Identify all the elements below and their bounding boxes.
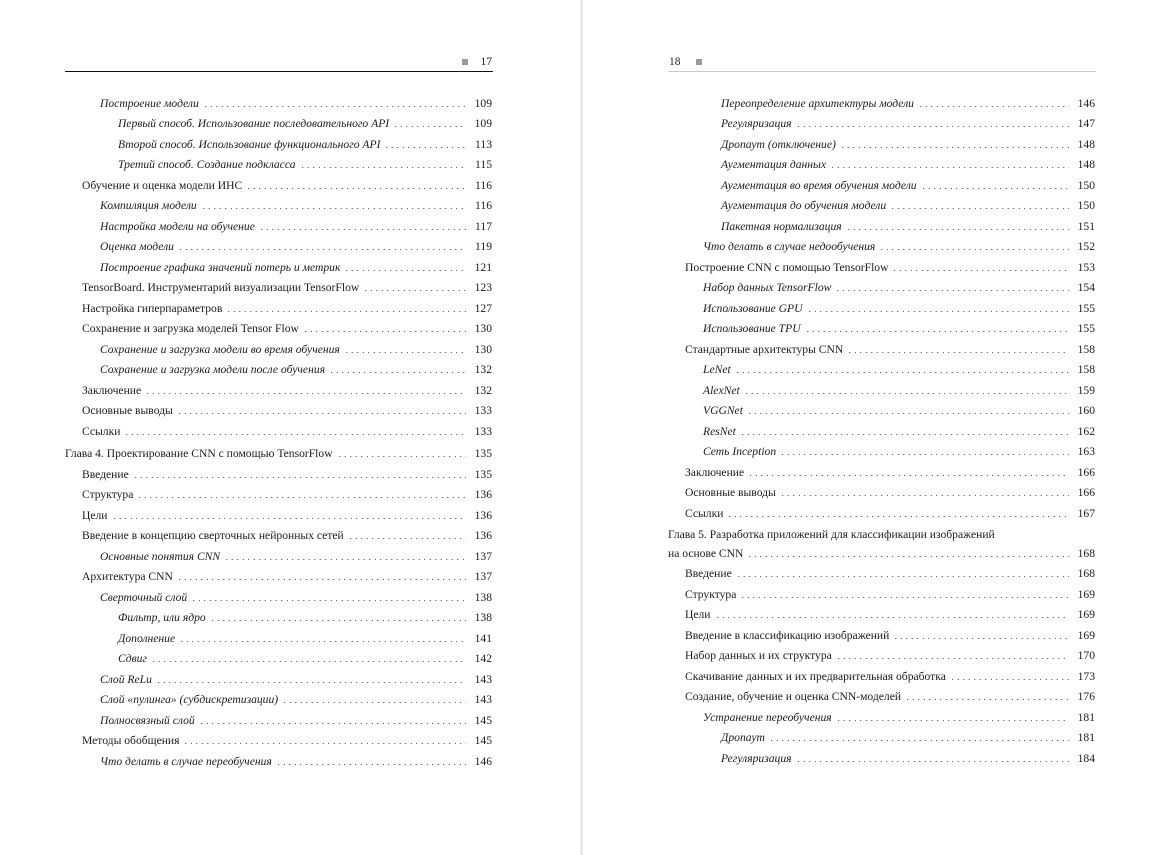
dot-leader [177, 413, 466, 414]
entry-title: Заключение [82, 383, 142, 397]
entry-title: Регуляризация [721, 751, 792, 765]
toc-entry [668, 275, 1095, 296]
entry-title: Построение модели [100, 96, 199, 110]
dot-leader [796, 761, 1069, 762]
dot-leader [950, 679, 1069, 680]
entry-page-number: 158 [1077, 342, 1095, 356]
dot-leader [183, 743, 466, 744]
entry-page-number: 145 [474, 734, 492, 748]
toc-entry [668, 172, 1095, 193]
dot-leader [744, 393, 1069, 394]
entry-title: Сдвиг [118, 652, 147, 666]
dot-leader [226, 311, 466, 312]
entry-page-number: 135 [474, 467, 492, 481]
entry-page-number: 136 [474, 488, 492, 502]
entry-page-number: 127 [474, 301, 492, 315]
toc-entry [65, 418, 492, 439]
toc-entry [668, 398, 1095, 419]
toc-entry [65, 398, 492, 419]
entry-title: Использование GPU [703, 301, 803, 315]
entry-title: Настройка гиперпараметров [82, 301, 223, 315]
entry-title: Введение в классификацию изображений [685, 628, 890, 642]
toc-entry [65, 482, 492, 503]
toc-entry [668, 745, 1095, 766]
dot-leader [747, 556, 1069, 557]
entry-title: Ссылки [685, 506, 724, 520]
chapter-entry [65, 441, 492, 462]
dot-leader [210, 620, 466, 621]
entry-page-number: 150 [1077, 199, 1095, 212]
dot-leader [276, 764, 466, 765]
dot-leader [879, 249, 1069, 250]
entry-title: Полносвязный слой [100, 713, 195, 727]
toc-entry [668, 581, 1095, 602]
dot-leader [835, 290, 1069, 291]
toc-entry [668, 152, 1095, 173]
entry-title: Цели [685, 608, 711, 622]
dot-leader [807, 311, 1070, 312]
entry-title: Скачивание данных и их предварительная обработка [685, 669, 946, 683]
dot-leader [740, 597, 1069, 598]
entry-page-number: 132 [474, 383, 492, 397]
entry-page-number: 151 [1077, 219, 1095, 233]
dot-leader [769, 740, 1069, 741]
toc-entry [668, 602, 1095, 623]
toc-entry [65, 748, 492, 769]
square-marker-icon [696, 59, 702, 65]
toc-entry [65, 336, 492, 357]
dot-leader [796, 126, 1069, 127]
toc-entry [668, 295, 1095, 316]
toc-entry [65, 523, 492, 544]
entry-title: Методы обобщения [82, 734, 180, 748]
entry-page-number: 154 [1077, 281, 1095, 294]
entry-title: Основные понятия CNN [100, 549, 221, 563]
toc-entry [668, 663, 1095, 684]
entry-page-number: 109 [474, 96, 492, 110]
dot-leader [303, 331, 466, 332]
toc-entry [65, 234, 492, 255]
entry-title: Заключение [685, 465, 745, 479]
entry-title: Дополнение [118, 631, 176, 645]
toc-entry [668, 234, 1095, 255]
entry-title: Компиляция модели [100, 199, 197, 212]
entry-page-number: 167 [1077, 506, 1095, 520]
entry-title: Пакетная нормализация [721, 219, 842, 233]
entry-page-number: 121 [474, 260, 492, 274]
entry-title: Создание, обучение и оценка CNN-моделей [685, 690, 902, 704]
dot-leader [836, 720, 1069, 721]
entry-page-number: 133 [474, 424, 492, 438]
toc-entry [65, 564, 492, 585]
entry-page-number: 135 [474, 447, 492, 461]
entry-page-number: 163 [1077, 445, 1095, 458]
entry-title: Аугментация данных [721, 158, 827, 171]
dot-leader [905, 699, 1069, 700]
entry-page-number: 166 [1077, 486, 1095, 499]
entry-page-number: 136 [474, 508, 492, 522]
dot-leader [780, 495, 1069, 496]
dot-leader [282, 702, 466, 703]
dot-leader [921, 188, 1069, 189]
entry-title: Структура [685, 587, 737, 601]
entry-page-number: 169 [1077, 587, 1095, 601]
toc-entry [65, 90, 492, 111]
toc-list [65, 90, 492, 769]
entry-page-number: 116 [475, 199, 492, 212]
toc-entry [65, 111, 492, 132]
dot-leader [830, 167, 1069, 168]
left-page [0, 0, 580, 855]
entry-page-number: 181 [1077, 731, 1095, 745]
entry-title: Аугментация во время обучения модели [721, 178, 917, 192]
dot-leader [246, 188, 466, 189]
entry-title: Слой ReLu [100, 672, 152, 686]
entry-title: Стандартные архитектуры CNN [685, 342, 844, 356]
entry-page-number: 173 [1077, 669, 1095, 683]
toc-entry [668, 500, 1095, 521]
entry-title: VGGNet [703, 404, 743, 417]
entry-title: Структура [82, 488, 134, 502]
dot-leader [112, 518, 466, 519]
header-rule [668, 71, 1096, 72]
entry-page-number: 168 [1077, 567, 1095, 581]
entry-title: Сохранение и загрузка моделей Tensor Flow [82, 322, 299, 335]
dot-leader [137, 497, 466, 498]
page-header [669, 56, 702, 68]
entry-title: Первый способ. Использование последовательного API [118, 117, 390, 130]
toc-entry [65, 543, 492, 564]
entry-title: Слой «пулинга» (субдискретизации) [100, 693, 279, 707]
entry-page-number: 141 [474, 631, 492, 645]
entry-title: Сеть Inception [703, 445, 777, 458]
toc-entry [65, 316, 492, 337]
dot-leader [199, 723, 466, 724]
entry-title: Фильтр, или ядро [118, 611, 206, 625]
dot-leader [384, 147, 466, 148]
page-number: 18 [669, 56, 681, 68]
entry-title: Глава 5. Разработка приложений для классификации изображений [668, 527, 995, 541]
entry-page-number: 142 [474, 652, 492, 666]
entry-title: Сохранение и загрузка модели после обучения [100, 363, 326, 376]
entry-title: Использование TPU [703, 322, 801, 335]
entry-page-number: 143 [474, 693, 492, 707]
entry-page-number: 113 [475, 137, 492, 151]
toc-entry [65, 131, 492, 152]
dot-leader [179, 641, 466, 642]
entry-page-number: 123 [474, 281, 492, 294]
toc-entry [668, 684, 1095, 705]
dot-leader [805, 331, 1069, 332]
entry-page-number: 146 [1077, 96, 1095, 110]
entry-title: Обучение и оценка модели ИНС [82, 178, 243, 192]
entry-title: Набор данных TensorFlow [703, 281, 832, 294]
toc-entry [668, 418, 1095, 439]
entry-title: Основные выводы [82, 404, 173, 417]
entry-page-number: 137 [474, 549, 492, 563]
entry-page-number: 132 [474, 363, 492, 376]
entry-title: Основные выводы [685, 486, 776, 499]
entry-title: Переопределение архитектуры модели [721, 96, 914, 110]
dot-leader [840, 147, 1069, 148]
toc-entry [668, 193, 1095, 214]
dot-leader [748, 475, 1069, 476]
entry-title: LeNet [703, 363, 731, 376]
dot-leader [191, 600, 466, 601]
entry-title: Сверточный слой [100, 590, 188, 604]
chapter-entry [668, 523, 1095, 561]
toc-entry [65, 461, 492, 482]
entry-title: Дропаут [721, 731, 765, 745]
entry-title: TensorBoard. Инструментарий визуализации TensorFlow [82, 281, 360, 294]
entry-page-number: 130 [474, 342, 492, 356]
dot-leader [918, 106, 1069, 107]
dot-leader [847, 352, 1069, 353]
page-number: 17 [480, 56, 492, 68]
toc-entry [668, 725, 1095, 746]
dot-leader [890, 208, 1069, 209]
toc-entry [668, 213, 1095, 234]
toc-entry [65, 707, 492, 728]
toc-entry [65, 584, 492, 605]
page-header [462, 56, 492, 68]
dot-leader [747, 413, 1069, 414]
entry-page-number: 116 [475, 178, 492, 192]
entry-page-number: 133 [474, 404, 492, 417]
dot-leader [836, 658, 1069, 659]
entry-title: Второй способ. Использование функционального API [118, 137, 381, 151]
entry-page-number: 169 [1077, 608, 1095, 622]
toc-entry [668, 643, 1095, 664]
entry-title: Настройка модели на обучение [100, 219, 255, 233]
entry-title: Ссылки [82, 424, 121, 438]
entry-title: ResNet [703, 424, 736, 438]
dot-leader [892, 270, 1069, 271]
entry-page-number: 162 [1077, 424, 1095, 438]
entry-title: Введение [82, 467, 129, 481]
dot-leader [715, 617, 1069, 618]
entry-page-number: 138 [474, 611, 492, 625]
toc-entry [668, 90, 1095, 111]
toc-entry [668, 377, 1095, 398]
entry-page-number: 138 [474, 590, 492, 604]
toc-entry [65, 172, 492, 193]
dot-leader [145, 393, 466, 394]
dot-leader [735, 372, 1069, 373]
toc-entry [65, 666, 492, 687]
entry-title: Набор данных и их структура [685, 649, 832, 663]
entry-page-number: 181 [1077, 710, 1095, 724]
entry-page-number: 130 [474, 322, 492, 335]
toc-entry [65, 295, 492, 316]
dot-leader [363, 290, 466, 291]
entry-title: Оценка модели [100, 240, 174, 253]
entry-title: Глава 4. Проектирование CNN с помощью TensorFlow [65, 447, 333, 461]
toc-entry [65, 213, 492, 234]
toc-entry [668, 561, 1095, 582]
dot-leader [178, 249, 466, 250]
entry-page-number: 148 [1077, 137, 1095, 151]
entry-page-number: 155 [1077, 301, 1095, 315]
entry-page-number: 166 [1077, 465, 1095, 479]
toc-entry [668, 480, 1095, 501]
dot-leader [203, 106, 466, 107]
toc-entry [65, 254, 492, 275]
header-rule [65, 71, 493, 72]
entry-page-number: 136 [474, 529, 492, 543]
entry-page-number: 147 [1077, 117, 1095, 130]
toc-entry [65, 605, 492, 626]
entry-title: Аугментация до обучения модели [721, 199, 887, 212]
toc-entry [668, 459, 1095, 480]
dot-leader [846, 229, 1069, 230]
entry-title: Сохранение и загрузка модели во время обучения [100, 342, 340, 356]
entry-page-number: 143 [474, 672, 492, 686]
dot-leader [736, 576, 1069, 577]
entry-page-number: 146 [474, 754, 492, 768]
entry-page-number: 117 [475, 219, 492, 233]
dot-leader [156, 682, 466, 683]
entry-page-number: 109 [474, 117, 492, 130]
entry-page-number: 184 [1077, 751, 1095, 765]
dot-leader [151, 661, 466, 662]
entry-title: Построение графика значений потерь и метрик [100, 260, 341, 274]
entry-page-number: 148 [1077, 158, 1095, 171]
toc-list [668, 90, 1095, 766]
dot-leader [329, 372, 466, 373]
entry-page-number: 115 [475, 158, 492, 171]
entry-page-number: 155 [1077, 322, 1095, 335]
toc-entry [65, 152, 492, 173]
dot-leader [224, 559, 466, 560]
entry-page-number: 168 [1077, 546, 1095, 560]
entry-title: Архитектура CNN [82, 570, 173, 584]
entry-title: Построение CNN с помощью TensorFlow [685, 260, 889, 274]
dot-leader [337, 456, 466, 457]
entry-page-number: 145 [474, 713, 492, 727]
toc-entry [65, 357, 492, 378]
toc-entry [65, 646, 492, 667]
dot-leader [177, 579, 466, 580]
toc-entry [65, 275, 492, 296]
dot-leader [201, 208, 466, 209]
dot-leader [124, 434, 466, 435]
entry-title: Что делать в случае недообучения [703, 240, 876, 253]
dot-leader [393, 126, 466, 127]
entry-title: AlexNet [703, 383, 740, 397]
entry-page-number: 160 [1077, 404, 1095, 417]
right-page [583, 0, 1166, 855]
dot-leader [727, 516, 1069, 517]
entry-page-number: 169 [1077, 628, 1095, 642]
toc-entry [668, 439, 1095, 460]
toc-entry [668, 316, 1095, 337]
entry-title: Цели [82, 508, 108, 522]
entry-title: Устранение переобучения [703, 710, 832, 724]
toc-entry [668, 131, 1095, 152]
entry-title: Третий способ. Создание подкласса [118, 158, 296, 171]
entry-title: Регуляризация [721, 117, 792, 130]
dot-leader [780, 454, 1069, 455]
toc-entry [668, 254, 1095, 275]
entry-title: Дропаут (отключение) [721, 137, 836, 151]
entry-page-number: 119 [475, 240, 492, 253]
dot-leader [259, 229, 466, 230]
entry-page-number: 159 [1077, 383, 1095, 397]
dot-leader [300, 167, 466, 168]
dot-leader [344, 352, 466, 353]
toc-entry [668, 111, 1095, 132]
toc-entry [65, 687, 492, 708]
dot-leader [740, 434, 1069, 435]
square-marker-icon [462, 59, 468, 65]
entry-title: Введение в концепцию сверточных нейронных сетей [82, 529, 344, 543]
entry-title-continued: на основе CNN [668, 546, 744, 560]
entry-page-number: 153 [1077, 260, 1095, 274]
entry-page-number: 152 [1077, 240, 1095, 253]
entry-page-number: 176 [1077, 690, 1095, 704]
entry-title: Введение [685, 567, 732, 581]
dot-leader [348, 538, 466, 539]
toc-entry [65, 502, 492, 523]
dot-leader [133, 477, 466, 478]
entry-page-number: 158 [1077, 363, 1095, 376]
toc-entry [668, 704, 1095, 725]
dot-leader [344, 270, 466, 271]
entry-page-number: 150 [1077, 178, 1095, 192]
toc-entry [65, 193, 492, 214]
toc-entry [65, 625, 492, 646]
toc-entry [668, 336, 1095, 357]
entry-title: Что делать в случае переобучения [100, 754, 272, 768]
entry-page-number: 170 [1077, 649, 1095, 663]
entry-page-number: 137 [474, 570, 492, 584]
toc-entry [65, 377, 492, 398]
toc-entry [668, 357, 1095, 378]
toc-entry [668, 622, 1095, 643]
toc-entry [65, 728, 492, 749]
dot-leader [893, 638, 1069, 639]
